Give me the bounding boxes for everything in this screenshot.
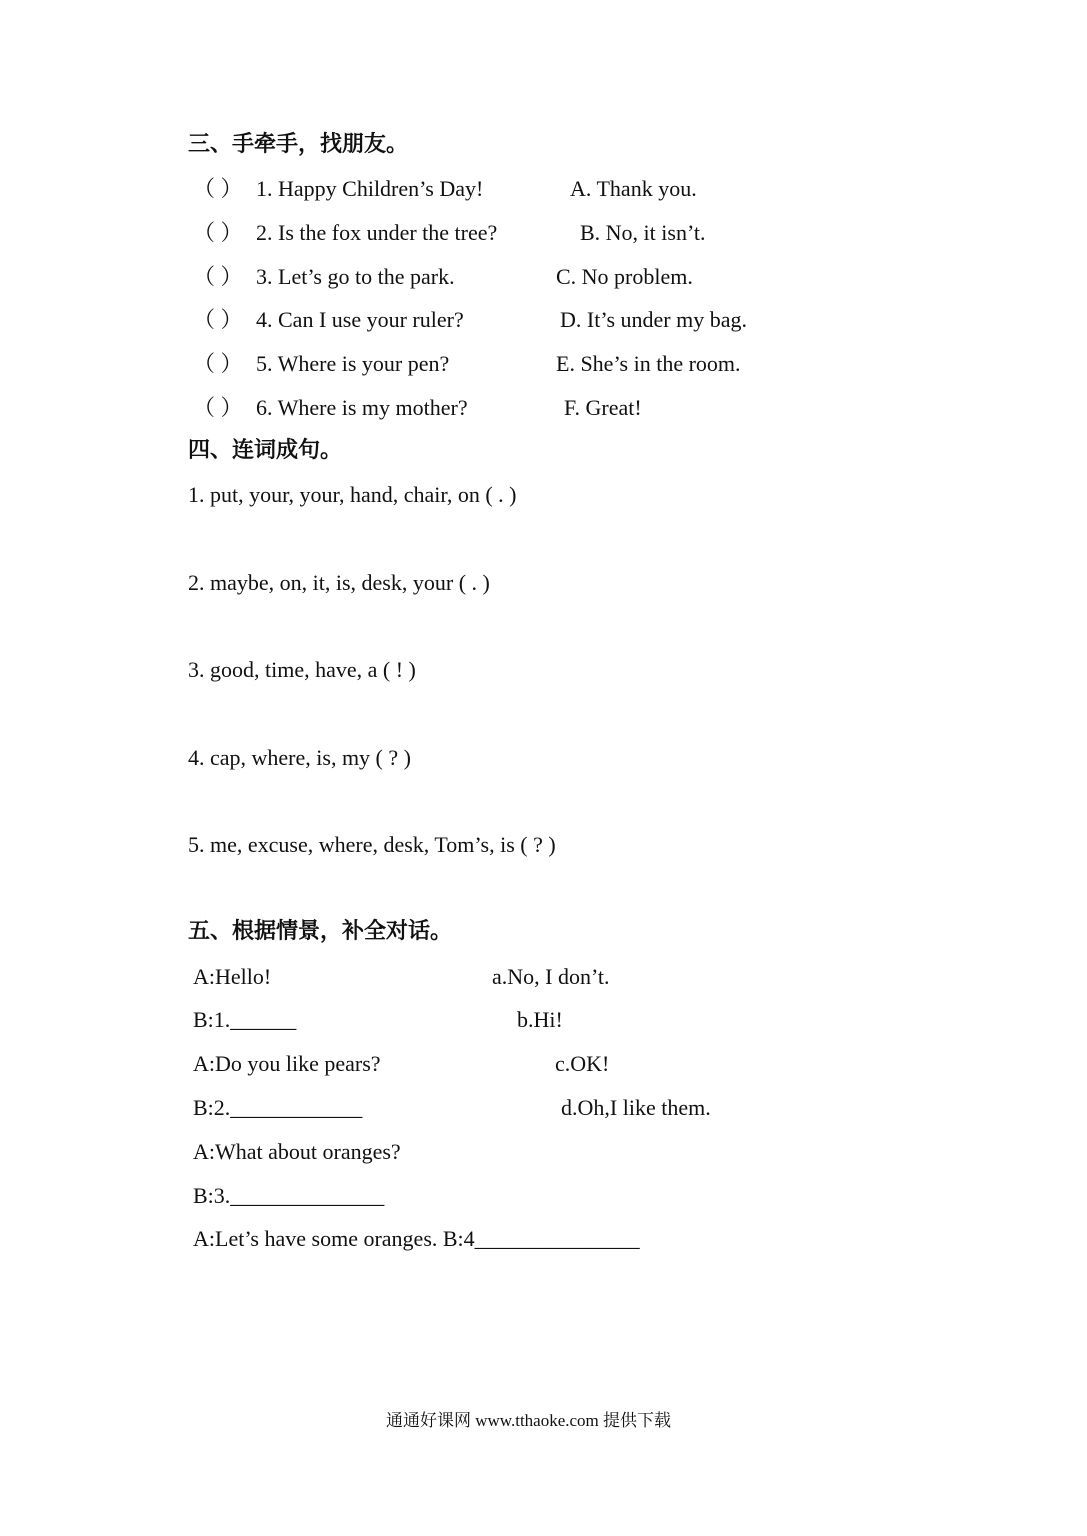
dialogue-line-1: A:Hello! [193, 964, 272, 989]
q4-bracket: （ ） [193, 307, 243, 332]
dialogue-line-7: A:Let’s have some oranges. B:4_______________ [193, 1226, 640, 1251]
q5-answer: E. She’s in the room. [556, 351, 741, 376]
reorder-item-1: 1. put, your, your, hand, chair, on ( . ) [188, 482, 517, 507]
dialogue-line-4: B:2.____________ [193, 1095, 363, 1120]
dialogue-line-3: A:Do you like pears? [193, 1051, 381, 1076]
option-c: c.OK! [555, 1051, 610, 1076]
q1-answer: A. Thank you. [570, 176, 697, 201]
q2-answer: B. No, it isn’t. [580, 220, 706, 245]
q3-text: 3. Let’s go to the park. [256, 264, 455, 289]
q5-bracket: （ ） [193, 351, 243, 376]
q4-text: 4. Can I use your ruler? [256, 307, 464, 332]
q6-bracket: （ ） [193, 395, 243, 420]
option-d: d.Oh,I like them. [561, 1095, 711, 1120]
section-4-heading: 四、连词成句。 [188, 438, 343, 463]
dialogue-line-5: A:What about oranges? [193, 1139, 401, 1164]
reorder-item-4: 4. cap, where, is, my ( ? ) [188, 745, 411, 770]
q3-answer: C. No problem. [556, 264, 693, 289]
q5-text: 5. Where is your pen? [256, 351, 450, 376]
q1-text: 1. Happy Children’s Day! [256, 176, 484, 201]
q3-bracket: （ ） [193, 264, 243, 289]
reorder-item-3: 3. good, time, have, a ( ! ) [188, 657, 416, 682]
dialogue-line-6: B:3.______________ [193, 1183, 385, 1208]
q2-text: 2. Is the fox under the tree? [256, 220, 498, 245]
q2-bracket: （ ） [193, 220, 243, 245]
reorder-item-5: 5. me, excuse, where, desk, Tom’s, is ( ? ) [188, 832, 556, 857]
dialogue-line-2: B:1.______ [193, 1007, 297, 1032]
footer-text: 通通好课网 www.tthaoke.com 提供下载 [386, 1411, 672, 1430]
section-3-heading: 三、手牵手，找朋友。 [188, 132, 409, 157]
q6-text: 6. Where is my mother? [256, 395, 468, 420]
section-5-heading: 五、根据情景，补全对话。 [188, 919, 453, 944]
option-b: b.Hi! [517, 1007, 563, 1032]
reorder-item-2: 2. maybe, on, it, is, desk, your ( . ) [188, 570, 490, 595]
q4-answer: D. It’s under my bag. [560, 307, 747, 332]
option-a: a.No, I don’t. [492, 964, 610, 989]
q1-bracket: （ ） [193, 176, 243, 201]
q6-answer: F. Great! [564, 395, 642, 420]
